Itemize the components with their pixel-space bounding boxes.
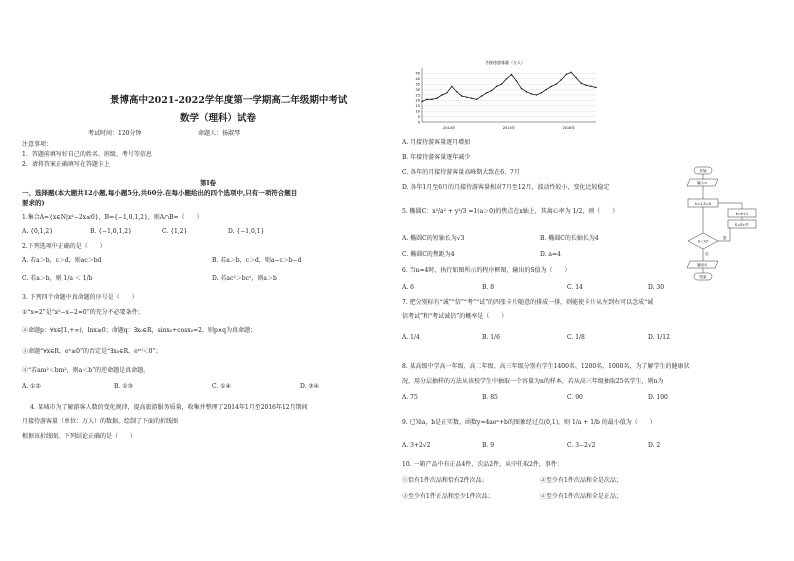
q4-line-3: 根据该折线图，下列结论正确的是（ ） — [22, 433, 137, 440]
q8-option-c: C. 90 — [567, 394, 583, 401]
chart-data-point — [471, 98, 472, 99]
flow-input-label: 输入n — [697, 181, 707, 185]
q4-option-d: D. 各年1月至6月的月接待游客量相对7月至12月，波动性较小，变化比较稳定 — [402, 184, 610, 191]
q6-option-b: B. 8 — [482, 284, 495, 291]
q3-statement-4: ④“若am²＜bm²，则a＜b”的逆命题是真命题。 — [22, 367, 150, 374]
chart-y-tick-label: 20 — [415, 98, 420, 103]
chart-data-point — [595, 87, 596, 88]
q7-option-a: A. 1/4 — [402, 334, 420, 341]
q3-option-b: B. ①③ — [114, 383, 133, 390]
chart-y-tick-label: 30 — [415, 87, 420, 92]
q7-option-c: C. 1/8 — [567, 334, 585, 341]
chart-data-point — [526, 91, 527, 92]
chart-y-tick-label: 5 — [417, 114, 420, 119]
section-heading: 一、选择题(本大题共12小题,每小题5分,共60分.在每小题给出的四个选项中,只有一项符合题目 — [22, 189, 298, 197]
q10-case-1: ①恰有1件次品和恰有2件次品； — [402, 477, 488, 484]
q6-option-c: C. 14 — [567, 284, 583, 291]
q10-case-2: ②至少有1件次品和全是次品； — [540, 477, 622, 484]
chart-data-point — [511, 74, 512, 75]
chart-y-tick-label: 40 — [415, 77, 420, 82]
q5-option-c: C. 椭圆C的焦距为4 — [402, 251, 455, 258]
q3-statement-3: ③命题“∀x∈R，eˣ≥0”的否定是“∃x₀∈R，eˣ⁰＜0”； — [22, 348, 162, 355]
q6-option-d: D. 30 — [648, 284, 665, 291]
q3-statement-2: ②命题p：∀x∈[1,+∞)，lnx≥0；命题q：∃x₀∈R，sinx₀+cosx₀=2，则p∧q为真命题； — [22, 327, 257, 334]
chart-x-year-label: 2015年 — [502, 126, 516, 130]
q6-stem: 6. 当n=4时，执行如图所示的程序框图，输出的S值为（ ） — [402, 267, 571, 274]
q4-option-c: C. 各年的月接待游客量高峰期大致在6、7月 — [402, 169, 520, 176]
q7-option-d: D. 1/12 — [648, 334, 670, 341]
q1-option-b: B. {−1,0,1,2} — [90, 228, 132, 235]
program-flowchart — [680, 165, 762, 315]
q3-option-d: D. ③④ — [300, 383, 320, 390]
chart-data-point — [496, 86, 497, 87]
chart-data-point — [575, 77, 576, 78]
note-1: 1．答题前填写好自己的姓名、班级、考号等信息 — [22, 151, 152, 158]
chart-data-point — [446, 92, 447, 93]
q2-option-c: C. 若a＞b，则 1/a ＜ 1/b — [22, 275, 93, 282]
flow-yes-label: 是 — [723, 236, 727, 240]
q4-option-b: B. 年接待游客量逐年减少 — [402, 154, 471, 161]
section-heading-cont: 要求的) — [22, 199, 45, 207]
q5-option-b: B. 椭圆C的长轴长为4 — [540, 235, 599, 242]
chart-data-point — [436, 98, 437, 99]
exam-subtitle: 数学（理科）试卷 — [180, 113, 257, 124]
chart-y-tick-label: 25 — [415, 93, 420, 98]
chart-data-point — [546, 89, 547, 90]
exam-time: 考试时间：120分钟 — [88, 130, 142, 137]
q2-option-d: D. 若ac²＞bc²，则a＞b — [212, 275, 277, 282]
chart-x-year-label: 2014年 — [443, 126, 456, 130]
chart-data-point — [565, 74, 566, 75]
chart-series-line — [422, 72, 596, 101]
chart-data-point — [456, 91, 457, 92]
q9-option-b: B. 9 — [482, 442, 495, 449]
flow-update-k-label: k=k+1 — [735, 212, 749, 216]
q5-stem: 5. 椭圆C：x²/a² + y²/3 =1(a＞0)的焦点在x轴上，其离心率为 1/2，则（ ） — [402, 208, 619, 215]
chart-data-point — [476, 99, 477, 100]
q8-option-d: D. 100 — [648, 394, 668, 401]
chart-data-point — [486, 92, 487, 93]
chart-data-point — [481, 95, 482, 96]
q4-option-a: A. 月接待游客量逐月增加 — [402, 139, 471, 146]
flow-update-s-label: S=S+2ᵏ — [734, 223, 750, 227]
chart-y-tick-label: 45 — [415, 71, 420, 76]
flow-condition-label: k＜n? — [698, 239, 708, 244]
q2-option-a: A. 若a＞b，c＞d，则ac＞bd — [22, 257, 102, 264]
chart-data-point — [426, 99, 427, 100]
notes-title: 注意事项： — [22, 141, 53, 148]
chart-y-tick-label: 0 — [417, 120, 420, 125]
flow-init-label: k=1,S=0 — [694, 202, 712, 206]
note-2: 2．请将答案正确填写在答题卡上 — [22, 161, 110, 168]
q8-option-b: B. 85 — [482, 394, 498, 401]
chart-y-tick-label: 15 — [415, 104, 420, 109]
q5-option-a: A. 椭圆C的短轴长为√3 — [402, 235, 465, 242]
chart-x-year-label: 2016年 — [562, 126, 575, 130]
exam-title: 景博高中2021-2022学年度第一学期高二年级期中考试 — [110, 95, 348, 106]
chart-data-point — [501, 84, 502, 85]
q10-stem: 10. 一箱产品中有正品4件，次品2件，从中任取2件，事件： — [402, 461, 563, 468]
q3-option-a: A. ①② — [22, 383, 41, 390]
chart-data-point — [521, 88, 522, 89]
chart-data-point — [516, 80, 517, 81]
q10-case-4: ④至少有1件次品和全是正品； — [540, 493, 622, 500]
chart-data-point — [590, 86, 591, 87]
q6-option-a: A. 6 — [402, 284, 414, 291]
chart-data-point — [421, 101, 422, 102]
q9-option-c: C. 3−2√2 — [567, 442, 596, 449]
chart-data-point — [441, 94, 442, 95]
chart-data-point — [570, 72, 571, 73]
q9-option-d: D. 2 — [648, 442, 661, 449]
chart-data-point — [585, 85, 586, 86]
q10-case-3: ③至少有1件正品和至少1件次品； — [402, 493, 494, 500]
flow-start-label: 开始 — [699, 169, 707, 173]
chart-data-point — [466, 96, 467, 97]
chart-data-point — [580, 82, 581, 83]
chart-data-point — [551, 86, 552, 87]
chart-canvas — [410, 60, 600, 132]
q4-line-2: 月接待游客量（单位：万人）的数据，绘制了下面的折线图 — [22, 418, 179, 425]
q2-stem: 2.下列选项中正确的是（ ） — [22, 243, 106, 250]
q3-stem: 3. 下列四个命题中真命题的序号是（ ） — [22, 294, 138, 301]
q3-statement-1: ①“x=2”是“x²−x−2=0”的充分不必要条件； — [22, 309, 144, 316]
q8-option-a: A. 75 — [402, 394, 418, 401]
chart-y-tick-label: 35 — [415, 82, 420, 87]
flow-output-label: 输出S — [697, 263, 707, 267]
chart-data-point — [431, 99, 432, 100]
q9-stem: 9. 已知a，b是正实数，函数y=4aeˣ+b的图象经过点(0,1)，则 1/a + 1/b 的最小值为（ ） — [402, 419, 656, 426]
chart-data-point — [541, 92, 542, 93]
q9-option-a: A. 3+2√2 — [402, 442, 431, 449]
chart-data-point — [491, 90, 492, 91]
flow-end-label: 结束 — [699, 275, 707, 279]
chart-data-point — [461, 95, 462, 96]
q5-option-d: D. a=4 — [540, 251, 561, 258]
chart-data-point — [451, 86, 452, 87]
q1-option-a: A. {0,1,2} — [22, 228, 54, 235]
q2-option-b: B. 若a＞b，c＞d，则a−c＞b−d — [212, 257, 302, 264]
chart-title: 月接待游客量（万人） — [485, 60, 525, 65]
chart-y-tick-label: 10 — [415, 109, 420, 114]
q4-line-1: 4. 某城市为了解游客人数的变化规律，提高旅游服务质量，收集并整理了2014年1月至2016年12月期间 — [30, 404, 308, 411]
flow-no-label: 否 — [705, 252, 709, 256]
q7-line-1: 7. 把分别标有“诚”“信”“考”“试”的四张卡片随意的排成一排，则能使卡片从左到右可以念成“诚 — [402, 299, 654, 306]
q8-line-2: 况，用分层抽样的方法从该校学生中抽取一个容量为n的样本，若从高三年级抽取25名学生，则n为 — [402, 378, 664, 385]
q3-option-c: C. ①④ — [212, 383, 231, 390]
chart-data-point — [561, 79, 562, 80]
q7-line-2: 信考试”和“考试诚信”的概率是（ ） — [402, 313, 508, 320]
chart-data-point — [531, 93, 532, 94]
q1-option-c: C. {1,2} — [162, 228, 188, 235]
chart-data-point — [556, 84, 557, 85]
volume-heading: 第I卷 — [200, 179, 217, 187]
chart-data-point — [506, 78, 507, 79]
q1-stem: 1.集合A={x∈N|x²−2x≤0}，B={−1,0,1,2}，则A∩B=（ ） — [22, 214, 203, 221]
q7-option-b: B. 1/6 — [482, 334, 500, 341]
q8-line-1: 8. 某高级中学高一年级、高二年级、高三年级分别有学生1400名、1200名、1000名，为了解学生的健康状 — [402, 363, 690, 370]
chart-data-point — [536, 94, 537, 95]
exam-setter: 命题人：扬淑琴 — [198, 130, 241, 137]
visitor-line-chart — [410, 60, 600, 132]
q1-option-d: D. {−1,0,1} — [228, 228, 265, 235]
